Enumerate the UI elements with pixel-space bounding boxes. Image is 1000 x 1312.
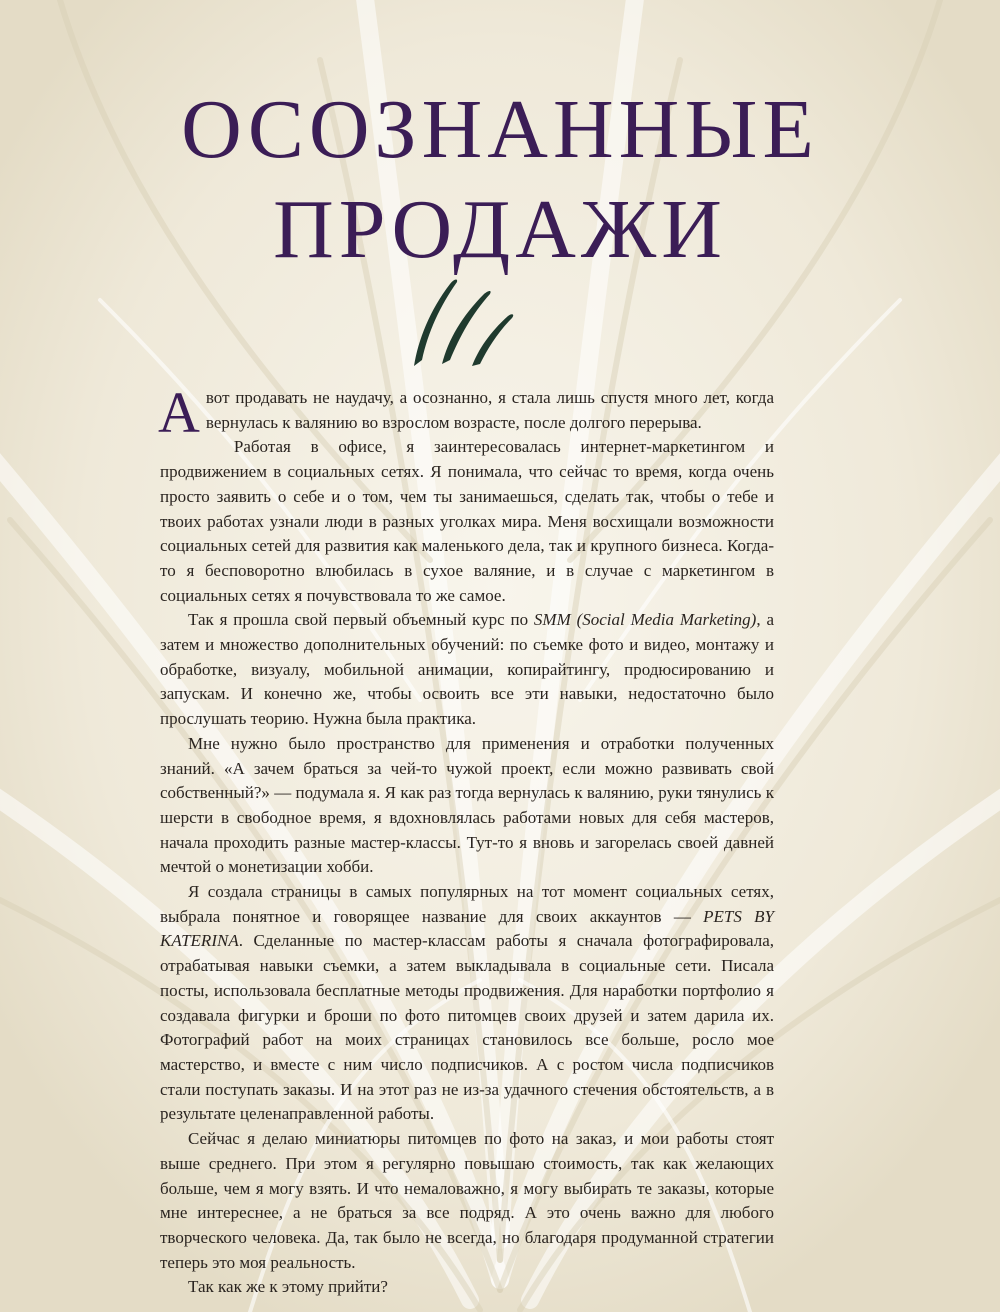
paragraph-1 [158, 380, 774, 445]
page-title [0, 80, 1000, 280]
paragraph-3-text-a: Так я прошла свой первый объемный курс по [188, 610, 534, 630]
paragraph-1-text: вот продавать не наудачу, а осознанно, я стала лишь спустя много лет, когда вернулась к валянию во взрослом возрасте, после долгого перерыва. [205, 388, 774, 432]
article-body [158, 380, 775, 1300]
claw-marks-icon [408, 270, 518, 370]
paragraph-2: Работая в офисе, я заинтересовалась интернет-маркетингом и продвижением в социальных сетях. Я понимала, что сейчас то время, когда очень просто заявить о себе и о том, чем ты занимаешься, сделать так, чтобы о тебе и твоих работах узнали люди в разных уголках мира. Меня восхищали возможности социальных сетей для развития как маленького дела, так и крупного бизнеса. Когда-то я бесповоротно влюбилась в сухое валяние, и в случае с маркетингом в социальных сетях я почувствовала то же самое. [160, 437, 774, 605]
paragraph-7: Так как же к этому прийти? [188, 1277, 388, 1297]
paragraph-5-text-b: . Сделанные по мастер-классам работы я сначала фотографировала, отрабатывая навыки съемки, а затем выкладывала в социальные сети. Писала посты, использовала бесплатные методы продвижения. Для наработки портфолио я создавала фигурки и броши по фото питомцев своих друзей и затем дарила их. Фотографий работ на моих страницах становилось все больше, росло мое мастерство, и вместе с ним число подписчиков. А с ростом числа подписчиков стали поступать заказы. И на этот раз не из-за удачного стечения обстоятельств, а в результате целенаправленной работы. [160, 931, 774, 1124]
paragraph-5-text-a: Я создала страницы в самых популярных на тот момент социальных сетях, выбрала понятное и говорящее название для своих аккаунтов — [160, 882, 774, 926]
smm-term: SMM (Social Media Marketing) [533, 610, 757, 630]
paragraph-5 [160, 880, 774, 1127]
paragraph-6: Сейчас я делаю миниатюры питомцев по фото на заказ, и мои работы стоят выше среднего. При этом я регулярно повышаю стоимость, так как желающих больше, чем я могу взять. И что немаловажно, я могу выбирать те заказы, которые мне интереснее, а не браться за все подряд. А это очень важно для любого творческого человека. Да, так было не всегда, но благодаря продуманной стратегии теперь это моя реальность. [160, 1129, 774, 1272]
title-line-1: ОСОЗНАННЫЕ [181, 83, 819, 176]
brand-name: PETS BY KATERINA [160, 906, 775, 951]
title-line-2: ПРОДАЖИ [273, 183, 727, 276]
paragraph-4: Мне нужно было пространство для применения и отработки полученных знаний. «А зачем браться за чей-то чужой проект, если можно развивать свой собственный?» — подумала я. Я как раз тогда вернулась к валянию, руки тянулись к шерсти в свободное время, я вдохновлялась работами новых для себя мастеров, начала проходить разные мастер-классы. Тут-то я вновь и загорелась своей давней мечтой о монетизации хобби. [160, 733, 774, 877]
paragraph-3 [160, 608, 774, 732]
paragraph-3-text-b: , а затем и множество дополнительных обучений: по съемке фото и видео, монтажу и обработке, визуалу, мобильной анимации, копирайтингу, продюсированию и запускам. И конечно же, чтобы освоить все эти навыки, недостаточно было прослушать теорию. Нужна была практика. [160, 610, 774, 729]
drop-cap: А [158, 380, 200, 445]
